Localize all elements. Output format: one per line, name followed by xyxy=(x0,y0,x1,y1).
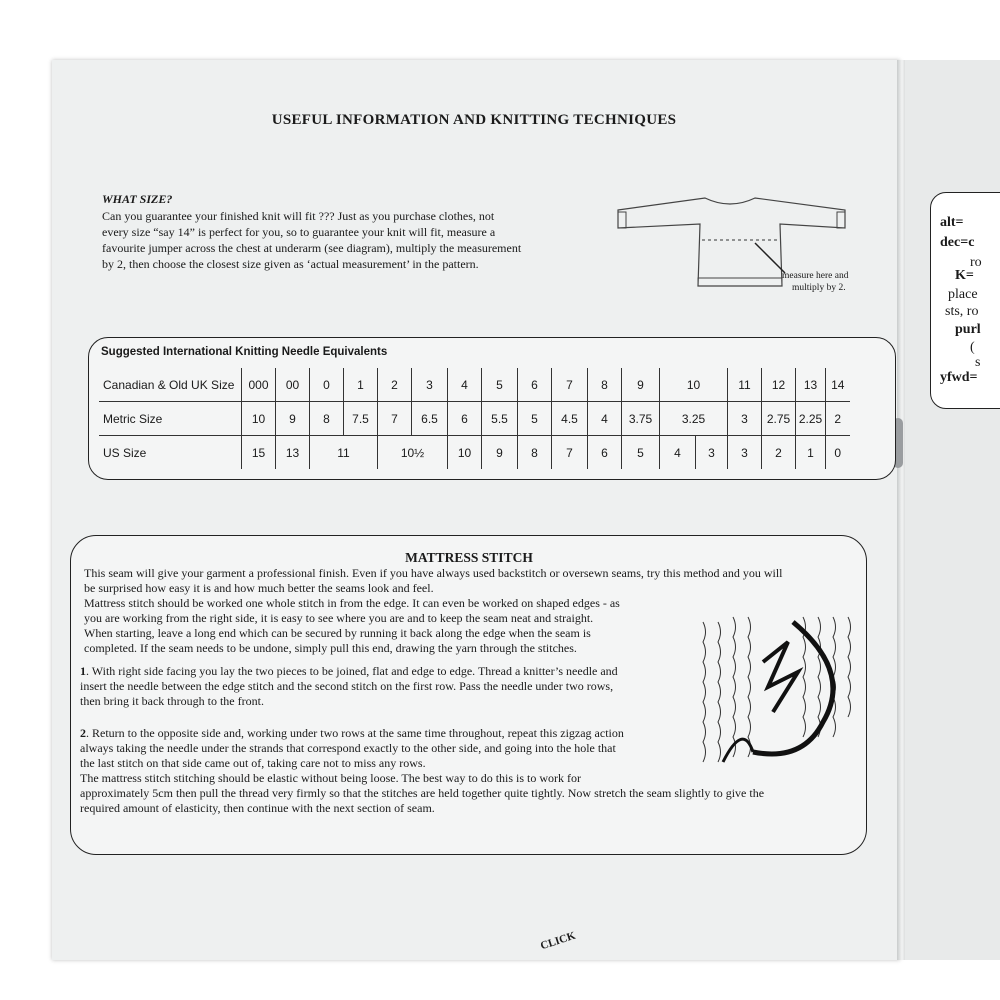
abbrev-line: yfwd= xyxy=(940,370,978,385)
table-cell: 4.5 xyxy=(552,402,588,436)
text-line xyxy=(80,664,700,679)
table-cell: 3.25 xyxy=(660,402,728,436)
table-cell: 9 xyxy=(482,436,518,470)
row-label: Metric Size xyxy=(99,402,242,436)
row-label: Canadian & Old UK Size xyxy=(103,377,235,392)
table-cell: 000 xyxy=(242,368,276,402)
text-line: you are working from the right side, it is easy to see where you are and to keep the seam neat and straight. xyxy=(84,611,594,625)
table-cell: 9 xyxy=(622,368,660,402)
what-size-heading: WHAT SIZE? xyxy=(102,192,173,206)
table-cell: 11 xyxy=(310,436,378,470)
table-cell: 0 xyxy=(310,368,344,402)
abbrev-line: ro xyxy=(970,255,982,270)
table-cell: 3 xyxy=(696,436,728,470)
table-cell: 6 xyxy=(448,402,482,436)
table-cell: 10 xyxy=(242,402,276,436)
table-cell: 3.75 xyxy=(622,402,660,436)
needle-table-title: Suggested International Knitting Needle Equivalents xyxy=(101,346,388,358)
page-title: USEFUL INFORMATION AND KNITTING TECHNIQUES xyxy=(271,112,677,128)
table-row xyxy=(99,402,850,436)
step-number: 2 xyxy=(80,726,86,740)
table-cell: 9 xyxy=(276,402,310,436)
table-cell: 2 xyxy=(762,436,796,470)
table-cell: 3 xyxy=(728,402,762,436)
text-line: This seam will give your garment a professional finish. Even if you have always used backstitch or oversewn seams, try this method and you will xyxy=(84,566,783,580)
needle-equivalents-box xyxy=(88,337,896,480)
mattress-step-1 xyxy=(80,664,700,709)
table-cell: 7.5 xyxy=(344,402,378,436)
step-text: . With right side facing you lay the two pieces to be joined, flat and edge to edge. Thread a knitter’s needle and xyxy=(86,664,618,678)
table-row xyxy=(99,436,850,470)
abbrev-line: dec=c xyxy=(940,235,975,250)
abbrev-line: sts, ro xyxy=(945,304,979,319)
bottom-illustration-text: CLICK xyxy=(539,929,578,953)
table-cell: 7 xyxy=(552,436,588,470)
abbrev-line: purl xyxy=(955,322,981,337)
table-cell: 8 xyxy=(518,436,552,470)
table-cell: 6.5 xyxy=(412,402,448,436)
table-cell: 13 xyxy=(276,436,310,470)
text-line: always taking the needle under the strands that correspond exactly to the other side, and going into the hole that xyxy=(80,741,616,755)
text-line: insert the needle between the edge stitch and the second stitch on the first row. Pass the needle under two rows, xyxy=(80,679,614,693)
table-cell: 7 xyxy=(552,368,588,402)
table-cell: 2 xyxy=(378,368,412,402)
table-cell: 1 xyxy=(344,368,378,402)
mattress-heading: MATTRESS STITCH xyxy=(405,550,533,565)
table-cell: 13 xyxy=(796,368,826,402)
step-text: . Return to the opposite side and, working under two rows at the same time throughout, repeat this zigzag action xyxy=(86,726,624,740)
table-cell: 5.5 xyxy=(482,402,518,436)
table-cell: 12 xyxy=(762,368,796,402)
abbrev-line: ( xyxy=(970,340,975,355)
table-cell: 6 xyxy=(588,436,622,470)
row-label: US Size xyxy=(99,436,242,470)
table-cell: 5 xyxy=(482,368,518,402)
table-cell: 8 xyxy=(310,402,344,436)
text-line: The mattress stitch stitching should be elastic without being loose. The best way to do this is to work for xyxy=(80,771,582,785)
text-line: approximately 5cm then pull the thread very firmly so that the stitches are held together quite tightly. Now stretch the seam slightly to give the xyxy=(80,786,765,800)
step-number: 1 xyxy=(80,664,86,678)
text-line: Mattress stitch should be worked one whole stitch in from the edge. It can even be worked on shaped edges - as xyxy=(84,596,620,610)
table-cell: 5 xyxy=(622,436,660,470)
table-cell: 4 xyxy=(588,402,622,436)
table-cell: 3 xyxy=(728,436,762,470)
text-line: required amount of elasticity, then continue with the next section of seam. xyxy=(80,801,435,815)
table-cell: 0 xyxy=(826,436,850,470)
what-size-paragraph xyxy=(102,208,572,272)
abbrev-line: K= xyxy=(955,268,974,283)
diagram-caption xyxy=(782,270,848,294)
table-cell: 00 xyxy=(276,368,310,402)
table-cell: 3 xyxy=(412,368,448,402)
table-cell: 11 xyxy=(728,368,762,402)
caption-line: measure here and xyxy=(782,271,849,281)
table-cell: 10 xyxy=(448,436,482,470)
table-cell: 4 xyxy=(448,368,482,402)
table-cell: 7 xyxy=(378,402,412,436)
table-cell: 2 xyxy=(826,402,850,436)
abbrev-line: s xyxy=(975,355,981,370)
text-line: by 2, then choose the closest size given as ‘actual measurement’ in the pattern. xyxy=(102,257,479,271)
abbrev-line: alt= xyxy=(940,215,964,230)
text-line: completed. If the seam needs to be undone, simply pull this end, drawing the yarn through the stitches. xyxy=(84,641,577,655)
table-cell: 14 xyxy=(826,368,850,402)
table-cell: 6 xyxy=(518,368,552,402)
table-row xyxy=(99,368,850,402)
text-line: be surprised how easy it is and how much better the seams look and feel. xyxy=(84,581,434,595)
text-line: When starting, leave a long end which can be secured by running it back along the edge when the seam is xyxy=(84,626,591,640)
text-line: every size “say 14” is perfect for you, so to guarantee your knit will fit, measure a xyxy=(102,225,496,239)
mattress-stitch-illustration xyxy=(693,602,863,777)
table-cell: 2.75 xyxy=(762,402,796,436)
needle-table xyxy=(99,368,850,469)
text-line: then bring it back through to the front. xyxy=(80,694,264,708)
table-cell: 8 xyxy=(588,368,622,402)
text-line: the last stitch on that side came out of, taking care not to miss any rows. xyxy=(80,756,426,770)
text-line: Can you guarantee your finished knit will fit ??? Just as you purchase clothes, not xyxy=(102,209,495,223)
table-cell: 10 xyxy=(660,368,728,402)
table-cell: 1 xyxy=(796,436,826,470)
text-line: favourite jumper across the chest at underarm (see diagram), multiply the measurement xyxy=(102,241,522,255)
table-cell: 2.25 xyxy=(796,402,826,436)
table-cell: 10½ xyxy=(378,436,448,470)
table-cell: 4 xyxy=(660,436,696,470)
table-cell: 15 xyxy=(242,436,276,470)
abbrev-line: place xyxy=(948,287,978,302)
caption-line: multiply by 2. xyxy=(792,283,846,293)
table-cell: 5 xyxy=(518,402,552,436)
